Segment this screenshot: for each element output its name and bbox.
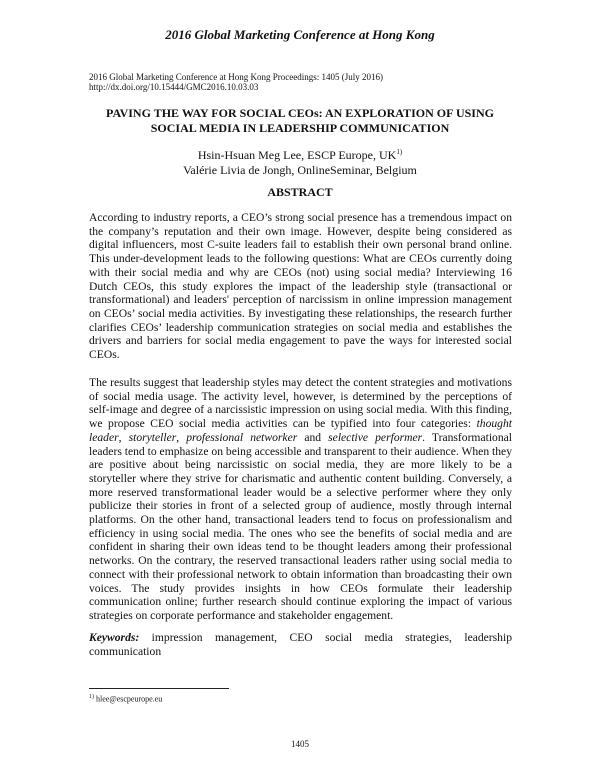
paragraph-2-text — [89, 376, 512, 623]
footnote — [89, 694, 162, 704]
proceedings-info — [89, 72, 519, 92]
category-separator-2: , — [176, 430, 187, 444]
paragraph-1-text: According to industry reports, a CEO’s strong social presence has a tremendous impact on the company’s reputation and their own image. However, despite being considered as digital influencers, most C-suite leaders fail to establish their own personal brand online. This under-development leads to the following questions: What are CEOs currently doing with their social media and why are CEOs (not) using social media? Interviewing 16 Dutch CEOs, this study explores the impact of the leadership style (transactional or transformational) and leaders' perception of narcissism in online impression management on CEOs’ social media activities. By investigating these relationships, the research further clarifies CEOs’ leadership communication strategies on social media and establishes the drivers and barriers for social media engagement to pave the ways for interested social CEOs. — [89, 211, 512, 362]
running-header: 2016 Global Marketing Conference at Hong Kong — [165, 27, 435, 42]
abstract-paragraph-2 — [89, 376, 512, 623]
title-line-1: PAVING THE WAY FOR SOCIAL CEOs: AN EXPLORATION OF USING — [106, 106, 494, 120]
footnote-mark: 1) — [89, 694, 94, 700]
author-1-name: Hsin-Hsuan Meg Lee, ESCP Europe, UK — [197, 148, 397, 162]
footnote-email[interactable]: hlee@escpeurope.eu — [94, 694, 163, 704]
author-1 — [60, 145, 540, 163]
footnote-divider — [89, 688, 229, 689]
category-thought-leader: thought leader — [89, 417, 512, 444]
category-separator-3: and — [297, 430, 329, 444]
paragraph-2-intro: The results suggest that leadership styles may detect the content strategies and motivations of social media usage. The activity level, however, is determined by the perceptions of self-image and degree of a narcissistic impression on using social media. With this finding, we propose CEO social media activities can be typified into four categories: — [89, 376, 512, 431]
category-selective-performer: selective performer — [328, 430, 423, 444]
page-number: 1405 — [291, 739, 309, 749]
author-block — [60, 145, 540, 178]
keywords-label: Keywords: — [89, 631, 140, 644]
keywords-block — [89, 631, 512, 658]
abstract-heading: ABSTRACT — [267, 185, 333, 199]
paper-title — [60, 106, 540, 136]
abstract-paragraph-1 — [89, 211, 512, 362]
keywords-text: impression management, CEO social media strategies, leadership communication — [89, 631, 512, 658]
proceedings-citation: 2016 Global Marketing Conference at Hong Kong Proceedings: 1405 (July 2016) — [89, 72, 383, 82]
category-professional-networker: professional networker — [186, 430, 298, 444]
category-separator-1: , — [118, 430, 129, 444]
author-2: Valérie Livia de Jongh, OnlineSeminar, Belgium — [183, 163, 417, 177]
author-1-footnote-mark: 1) — [396, 148, 403, 156]
category-storyteller: storyteller — [128, 430, 177, 444]
title-line-2: SOCIAL MEDIA IN LEADERSHIP COMMUNICATION — [150, 121, 450, 135]
paragraph-2-rest: . Transformational leaders tend to emphasize on being accessible and transparent to their audience. When they are positive about being narcissistic on social media, they are more likely to be a storyteller where they strive for charismatic and authentic content building. Conversely, a more reserved transformational leader would be a selective performer where they only publicize their stories in front of a selected group of audience, mostly through internal platforms. On the other hand, transactional leaders tend to focus on professionalism and efficiency in using social media. The ones who see the benefits of social media and are confident in sharing their own ideas tend to be thought leaders among their professional networks. On the contrary, the reserved transactional leaders rather using social media to connect with their professional network to obtain information than broadcasting their own voices. The study provides insights in how CEOs formulate their leadership communication online; further research should continue exploring the impact of various strategies on corporate performance and stakeholder engagement. — [89, 430, 512, 622]
doi-link[interactable]: http://dx.doi.org/10.15444/GMC2016.10.03.03 — [89, 82, 259, 92]
